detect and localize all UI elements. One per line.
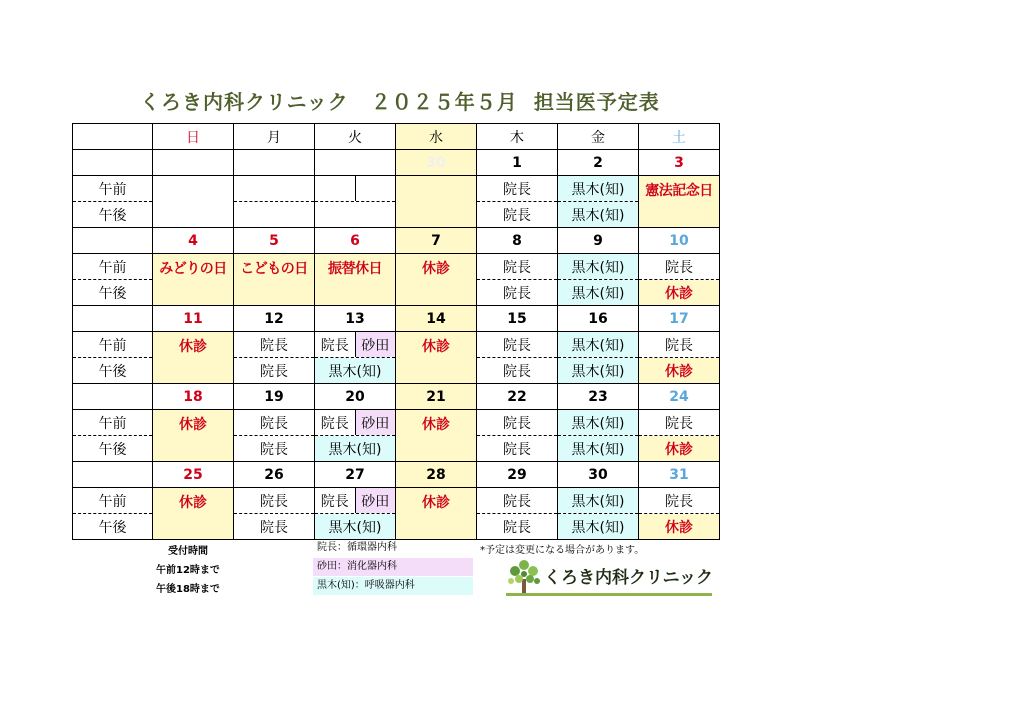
schedule-cell: 院長 bbox=[477, 488, 558, 514]
schedule-cell: 院長 bbox=[477, 410, 558, 436]
date-cell-faint: 30 bbox=[396, 150, 477, 176]
legend-sunada: 砂田：消化器内科 bbox=[313, 558, 473, 576]
date-row-label bbox=[73, 228, 153, 254]
date-cell: 3 bbox=[639, 150, 720, 176]
schedule-cell: 黒木(知) bbox=[315, 436, 396, 462]
schedule-cell: 黒木(知) bbox=[315, 514, 396, 540]
schedule-cell: 院長 bbox=[234, 488, 315, 514]
date-row-label bbox=[73, 306, 153, 332]
schedule-cell: 院長 bbox=[639, 254, 720, 280]
schedule-cell bbox=[315, 202, 396, 228]
date-cell: 23 bbox=[558, 384, 639, 410]
weekday-tue: 火 bbox=[315, 124, 396, 150]
clinic-name: くろき内科クリニック bbox=[140, 90, 349, 114]
schedule-label: 担当医予定表 bbox=[533, 90, 660, 114]
date-cell: 19 bbox=[234, 384, 315, 410]
date-cell: 6 bbox=[315, 228, 396, 254]
date-cell: 18 bbox=[153, 384, 234, 410]
date-row-label bbox=[73, 462, 153, 488]
date-cell: 8 bbox=[477, 228, 558, 254]
schedule-cell: 黒木(知) bbox=[558, 488, 639, 514]
closed-cell: 休診 bbox=[396, 332, 477, 384]
closed-cell: 休診 bbox=[639, 514, 720, 540]
date-cell: 10 bbox=[639, 228, 720, 254]
pm-label: 午後 bbox=[73, 358, 153, 384]
schedule-cell bbox=[315, 176, 396, 202]
am-hours: 午前12時まで bbox=[156, 565, 220, 576]
week5-date-row bbox=[73, 462, 720, 488]
date-cell: 14 bbox=[396, 306, 477, 332]
schedule-cell: 黒木(知) bbox=[558, 410, 639, 436]
schedule-table bbox=[72, 123, 720, 540]
schedule-cell: 黒木(知) bbox=[558, 176, 639, 202]
date-cell: 15 bbox=[477, 306, 558, 332]
pm-label: 午後 bbox=[73, 436, 153, 462]
schedule-cell bbox=[396, 176, 477, 228]
date-row-label bbox=[73, 150, 153, 176]
logo-text: くろき内科クリニック bbox=[544, 568, 713, 588]
pm-label: 午後 bbox=[73, 514, 153, 540]
weekday-mon: 月 bbox=[234, 124, 315, 150]
date-cell: 27 bbox=[315, 462, 396, 488]
date-cell: 26 bbox=[234, 462, 315, 488]
page-title bbox=[140, 86, 660, 115]
date-cell: 22 bbox=[477, 384, 558, 410]
date-cell: 25 bbox=[153, 462, 234, 488]
schedule-cell: 院長 bbox=[639, 332, 720, 358]
date-cell: 16 bbox=[558, 306, 639, 332]
date-cell: 2 bbox=[558, 150, 639, 176]
schedule-cell: 院長 bbox=[234, 332, 315, 358]
am-label: 午前 bbox=[73, 254, 153, 280]
holiday-cell: 憲法記念日 bbox=[639, 176, 720, 228]
am-label: 午前 bbox=[73, 332, 153, 358]
date-cell: 12 bbox=[234, 306, 315, 332]
closed-cell: 休診 bbox=[153, 332, 234, 384]
week1-am-row bbox=[73, 176, 720, 202]
schedule-cell: 院長 bbox=[477, 358, 558, 384]
schedule-cell: 黒木(知) bbox=[558, 280, 639, 306]
holiday-cell: 振替休日 bbox=[315, 254, 396, 306]
tree-icon bbox=[506, 557, 542, 595]
date-cell bbox=[153, 150, 234, 176]
schedule-cell-split: 院長 砂田 bbox=[315, 410, 396, 436]
closed-cell: 休診 bbox=[639, 436, 720, 462]
pm-hours: 午後18時まで bbox=[156, 584, 220, 595]
schedule-cell bbox=[234, 176, 315, 202]
schedule-month: ２０２５年５月 bbox=[370, 90, 518, 114]
date-cell bbox=[315, 150, 396, 176]
date-cell: 1 bbox=[477, 150, 558, 176]
schedule-cell: 院長 bbox=[234, 358, 315, 384]
date-cell: 29 bbox=[477, 462, 558, 488]
closed-cell: 休診 bbox=[396, 254, 477, 306]
schedule-cell: 黒木(知) bbox=[558, 358, 639, 384]
schedule-cell: 黒木(知) bbox=[558, 514, 639, 540]
date-cell: 30 bbox=[558, 462, 639, 488]
date-cell bbox=[234, 150, 315, 176]
date-cell: 7 bbox=[396, 228, 477, 254]
am-label: 午前 bbox=[73, 410, 153, 436]
schedule-cell: 院長 bbox=[639, 410, 720, 436]
weekday-sun: 日 bbox=[153, 124, 234, 150]
legend-kuroki: 黒木(知)：呼吸器内科 bbox=[313, 577, 473, 595]
logo-underline bbox=[506, 593, 712, 596]
schedule-cell: 院長 bbox=[234, 410, 315, 436]
schedule-cell: 院長 bbox=[477, 514, 558, 540]
closed-cell: 休診 bbox=[153, 488, 234, 540]
week4-am-row bbox=[73, 410, 720, 436]
schedule-cell: 黒木(知) bbox=[315, 358, 396, 384]
am-label: 午前 bbox=[73, 488, 153, 514]
schedule-cell: 院長 bbox=[477, 254, 558, 280]
weekday-sat: 土 bbox=[639, 124, 720, 150]
am-label: 午前 bbox=[73, 176, 153, 202]
schedule-cell: 黒木(知) bbox=[558, 202, 639, 228]
weekday-wed: 水 bbox=[396, 124, 477, 150]
date-cell: 5 bbox=[234, 228, 315, 254]
reception-hours-title: 受付時間 bbox=[168, 546, 208, 557]
schedule-cell: 院長 bbox=[477, 176, 558, 202]
schedule-cell-split: 院長 砂田 bbox=[315, 488, 396, 514]
date-cell: 24 bbox=[639, 384, 720, 410]
weekday-thu: 木 bbox=[477, 124, 558, 150]
schedule-cell: 院長 bbox=[477, 332, 558, 358]
date-cell: 13 bbox=[315, 306, 396, 332]
weekday-fri: 金 bbox=[558, 124, 639, 150]
schedule-cell: 黒木(知) bbox=[558, 332, 639, 358]
date-cell: 11 bbox=[153, 306, 234, 332]
date-cell: 9 bbox=[558, 228, 639, 254]
week2-date-row bbox=[73, 228, 720, 254]
schedule-cell: 院長 bbox=[477, 280, 558, 306]
clinic-logo bbox=[506, 555, 716, 599]
date-cell: 21 bbox=[396, 384, 477, 410]
schedule-cell: 院長 bbox=[234, 436, 315, 462]
weekday-header-row bbox=[73, 124, 720, 150]
week4-date-row bbox=[73, 384, 720, 410]
schedule-cell bbox=[234, 202, 315, 228]
holiday-cell: こどもの日 bbox=[234, 254, 315, 306]
schedule-cell: 院長 bbox=[234, 514, 315, 540]
closed-cell: 休診 bbox=[396, 488, 477, 540]
legend-director: 院長：循環器内科 bbox=[317, 542, 397, 553]
schedule-cell-split: 院長 砂田 bbox=[315, 332, 396, 358]
week5-am-row bbox=[73, 488, 720, 514]
closed-cell: 休診 bbox=[153, 410, 234, 462]
date-row-label bbox=[73, 384, 153, 410]
date-cell: 31 bbox=[639, 462, 720, 488]
week3-date-row bbox=[73, 306, 720, 332]
closed-cell: 休診 bbox=[639, 280, 720, 306]
schedule-change-note: *予定は変更になる場合があります。 bbox=[480, 545, 645, 556]
date-cell: 20 bbox=[315, 384, 396, 410]
date-cell: 17 bbox=[639, 306, 720, 332]
pm-label: 午後 bbox=[73, 202, 153, 228]
week2-am-row bbox=[73, 254, 720, 280]
closed-cell: 休診 bbox=[639, 358, 720, 384]
date-cell: 4 bbox=[153, 228, 234, 254]
pm-label: 午後 bbox=[73, 280, 153, 306]
schedule-cell bbox=[153, 176, 234, 228]
schedule-cell: 院長 bbox=[477, 436, 558, 462]
schedule-cell: 黒木(知) bbox=[558, 254, 639, 280]
week3-am-row bbox=[73, 332, 720, 358]
date-cell: 28 bbox=[396, 462, 477, 488]
holiday-cell: みどりの日 bbox=[153, 254, 234, 306]
schedule-cell: 院長 bbox=[477, 202, 558, 228]
corner-cell bbox=[73, 124, 153, 150]
schedule-cell: 黒木(知) bbox=[558, 436, 639, 462]
week1-date-row bbox=[73, 150, 720, 176]
schedule-cell: 院長 bbox=[639, 488, 720, 514]
closed-cell: 休診 bbox=[396, 410, 477, 462]
